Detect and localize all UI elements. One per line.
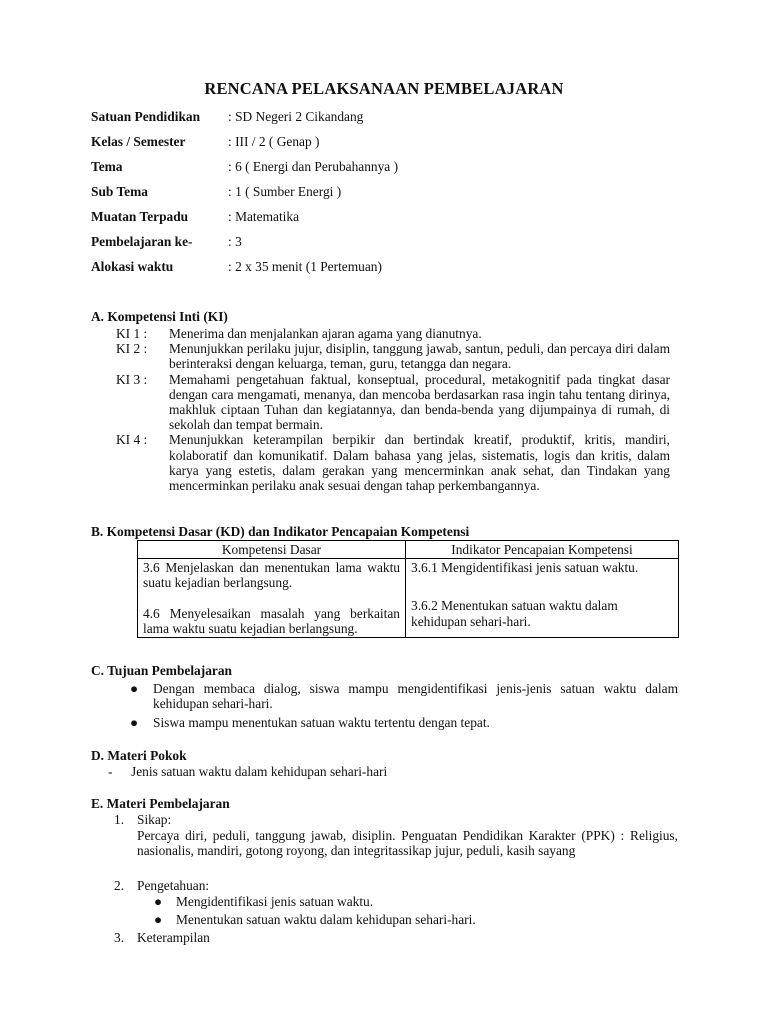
kd-cell xyxy=(138,559,406,638)
identity-label: Alokasi waktu xyxy=(91,259,174,274)
list-number: 2. xyxy=(114,878,125,893)
ki-text: Memahami pengetahuan faktual, konseptual, procedural, metakognitif pada tingkat dasar dengan cara mengamati, menanya, dan mencoba berdasarkan rasa ingin tahu tentang dirinya, makhluk ciptaan Tuhan dan kegiatannya, dan benda-benda yang dijumpainya di rumah, di sekolah dan tempat bermain. xyxy=(169,371,670,433)
table-header-row xyxy=(138,541,679,559)
ki-label: KI 2 : xyxy=(116,341,148,357)
table-header-ipk: Indikator Pencapaian Kompetensi xyxy=(406,541,679,559)
section-b-heading: B. Kompetensi Dasar (KD) dan Indikator Pencapaian Kompetensi xyxy=(91,524,470,539)
section-a-heading: A. Kompetensi Inti (KI) xyxy=(91,309,228,324)
ipk-item: 3.6.1 Mengidentifikasi jenis satuan waktu. xyxy=(411,560,639,576)
keterampilan-label: Keterampilan xyxy=(137,930,210,945)
table-header-kd: Kompetensi Dasar xyxy=(138,541,406,559)
bullet-icon: ● xyxy=(130,681,139,696)
ki-label: KI 1 : xyxy=(116,326,148,341)
identity-value: : III / 2 ( Genap ) xyxy=(228,134,320,149)
pengetahuan-label: Pengetahuan: xyxy=(137,878,210,893)
materi-pokok-item: Jenis satuan waktu dalam kehidupan sehari-hari xyxy=(131,764,388,779)
ipk-cell xyxy=(406,559,679,638)
list-item: ● Dengan membaca dialog, siswa mampu mengidentifikasi jenis-jenis satuan waktu dalam kehidupan sehari-hari. xyxy=(130,681,678,712)
list-item: ● Siswa mampu menentukan satuan waktu tertentu dengan tepat. xyxy=(130,715,490,731)
ki-item xyxy=(116,372,670,433)
identity-value: : 6 ( Energi dan Perubahannya ) xyxy=(228,159,399,174)
identity-value: : Matematika xyxy=(228,209,300,224)
bullet-icon: ● xyxy=(130,715,139,731)
bullet-icon: ● xyxy=(154,912,163,928)
ki-text: Menunjukkan perilaku jujur, disiplin, tanggung jawab, santun, peduli, dan percaya diri dalam berinteraksi dengan keluarga, teman, guru, tetangga dan negara. xyxy=(169,341,670,372)
bullet-icon: ● xyxy=(154,894,163,909)
list-item: ● Menentukan satuan waktu dalam kehidupan sehari-hari. xyxy=(154,912,476,928)
identity-label: Sub Tema xyxy=(91,184,148,199)
kd-item: 3.6 Menjelaskan dan menentukan lama waktu suatu kejadian berlangsung. xyxy=(143,560,400,591)
ki-label: KI 3 : xyxy=(116,371,148,387)
sikap-label: Sikap: xyxy=(137,812,172,827)
list-number: 3. xyxy=(114,930,125,945)
ki-text: Menerima dan menjalankan ajaran agama yang dianutnya. xyxy=(169,326,482,341)
ki-item xyxy=(116,326,670,341)
pengetahuan-list xyxy=(154,894,680,930)
ki-text: Menunjukkan keterampilan berpikir dan bertindak kreatif, produktif, kritis, mandiri, kolaboratif dan komunikatif. Dalam bahasa yang jelas, sistematis, logis dan kritis, dalam karya yang estetis, dalam gerakan yang mencerminkan anak sehat, dan Tindakan yang mencerminkan perilaku anak sesuai dengan tahap perkembangannya. xyxy=(169,432,670,494)
identity-value: : 3 xyxy=(228,234,242,249)
dash-marker: - xyxy=(108,764,113,779)
identity-value: : 1 ( Sumber Energi ) xyxy=(228,184,342,199)
identity-label: Kelas / Semester xyxy=(91,134,186,149)
tujuan-list xyxy=(130,681,678,735)
section-d-heading: D. Materi Pokok xyxy=(91,748,187,763)
identity-label: Pembelajaran ke- xyxy=(91,234,193,249)
table-row xyxy=(138,559,679,638)
list-number: 1. xyxy=(114,812,125,827)
list-item: ● Mengidentifikasi jenis satuan waktu. xyxy=(154,894,374,909)
ki-item xyxy=(116,432,670,493)
identity-label: Satuan Pendidikan xyxy=(91,109,201,124)
identity-label: Tema xyxy=(91,159,123,174)
section-e-heading: E. Materi Pembelajaran xyxy=(91,796,230,811)
kd-item: 4.6 Menyelesaikan masalah yang berkaitan lama waktu suatu kejadian berlangsung. xyxy=(143,605,400,636)
section-c-heading: C. Tujuan Pembelajaran xyxy=(91,663,232,678)
sikap-text: Percaya diri, peduli, tanggung jawab, disiplin. Penguatan Pendidikan Karakter (PPK) : Religius, nasionalis, mandiri, gotong royong, dan integritassikap jujur, peduli, kasih sayang xyxy=(137,828,678,859)
identity-value: : 2 x 35 menit (1 Pertemuan) xyxy=(228,259,382,274)
document-title: RENCANA PELAKSANAAN PEMBELAJARAN xyxy=(204,79,564,98)
ki-item xyxy=(116,341,670,371)
ki-label: KI 4 : xyxy=(116,432,148,448)
identity-value: : SD Negeri 2 Cikandang xyxy=(228,109,364,124)
kd-table xyxy=(137,540,679,638)
identity-label: Muatan Terpadu xyxy=(91,209,189,224)
ki-list xyxy=(116,326,670,493)
ipk-item: 3.6.2 Menentukan satuan waktu dalam kehidupan sehari-hari. xyxy=(411,598,618,629)
